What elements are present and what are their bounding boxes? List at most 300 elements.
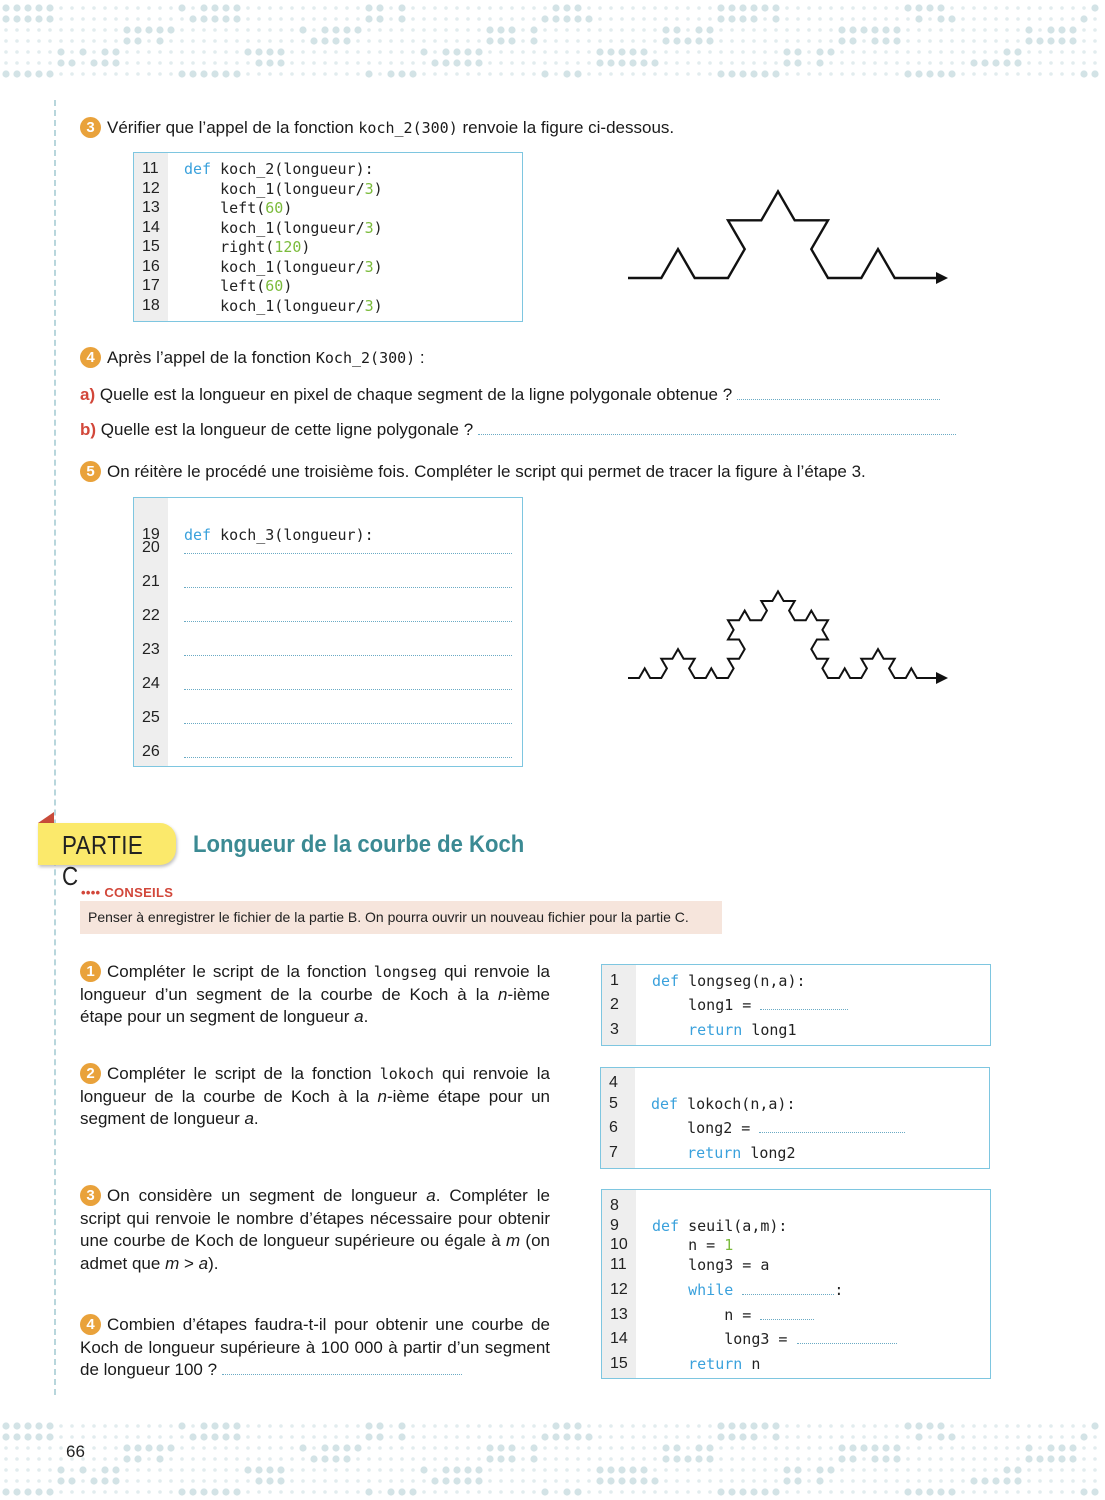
decorative-dot xyxy=(785,72,789,76)
decorative-dot xyxy=(79,48,86,55)
decorative-dot xyxy=(444,6,448,10)
decorative-dot xyxy=(26,1457,30,1461)
decorative-dot xyxy=(1080,15,1087,22)
decorative-dot xyxy=(1027,1479,1031,1483)
decorative-dot xyxy=(1005,39,1009,43)
decorative-dot xyxy=(708,50,712,54)
decorative-dot xyxy=(763,1479,767,1483)
decorative-dot xyxy=(145,26,152,33)
part-tab-flag xyxy=(38,812,54,823)
decorative-dot xyxy=(1058,26,1065,33)
decorative-dot xyxy=(1003,1466,1010,1473)
decorative-dot xyxy=(37,28,41,32)
decorative-dot xyxy=(818,39,822,43)
decorative-dot xyxy=(4,1457,8,1461)
decorative-dot xyxy=(290,1435,294,1439)
decorative-dot xyxy=(862,72,866,76)
decorative-dot xyxy=(816,1477,823,1484)
decorative-dot xyxy=(739,15,746,22)
answer-line-b4a[interactable] xyxy=(737,387,940,400)
decorative-dot xyxy=(15,1446,19,1450)
decorative-dot xyxy=(565,1468,569,1472)
code-blank-n-update[interactable] xyxy=(760,1307,814,1320)
decorative-dot xyxy=(279,28,283,32)
decorative-dot xyxy=(213,50,217,54)
decorative-dot xyxy=(334,1490,338,1494)
decorative-dot xyxy=(158,6,162,10)
koch-curve-step2 xyxy=(620,180,950,290)
decorative-dot xyxy=(961,17,965,21)
decorative-dot xyxy=(411,1468,415,1472)
decorative-dot xyxy=(101,59,108,66)
decorative-dot xyxy=(200,1433,207,1440)
decorative-dot xyxy=(763,61,767,65)
decorative-dot xyxy=(807,6,811,10)
decorative-dot xyxy=(950,1446,954,1450)
decorative-dot xyxy=(664,61,668,65)
decorative-dot xyxy=(112,1477,119,1484)
code-blank-line[interactable]: 24 xyxy=(134,674,522,694)
decorative-dot xyxy=(904,1488,911,1495)
decorative-dot xyxy=(728,1433,735,1440)
decorative-dot xyxy=(1049,50,1053,54)
decorative-dot xyxy=(400,28,404,32)
decorative-dot xyxy=(442,59,449,66)
decorative-dot xyxy=(169,50,173,54)
decorative-dot xyxy=(695,26,702,33)
code-blank-line[interactable]: 22 xyxy=(134,606,522,626)
decorative-dot xyxy=(59,72,63,76)
decorative-dot xyxy=(983,1424,987,1428)
decorative-dot xyxy=(246,6,250,10)
decorative-dot xyxy=(717,4,724,11)
decorative-dot xyxy=(1038,17,1042,21)
code-blank-line[interactable]: 20 xyxy=(134,538,522,558)
decorative-dot xyxy=(532,50,536,54)
decorative-dot xyxy=(147,1490,151,1494)
decorative-dot xyxy=(376,1422,383,1429)
decorative-dot xyxy=(609,1457,613,1461)
decorative-dot xyxy=(488,1468,492,1472)
decorative-dot xyxy=(378,28,382,32)
decorative-dot xyxy=(81,61,85,65)
decorative-dot xyxy=(829,1479,833,1483)
decorative-dot xyxy=(818,17,822,21)
decorative-dot xyxy=(552,1422,559,1429)
decorative-dot xyxy=(497,37,504,44)
decorative-dot xyxy=(477,1457,481,1461)
question-b5: 5 On réitère le procédé une troisième fois. Compléter le script qui permet de tracer la figure à l’étape 3. xyxy=(80,461,866,484)
decorative-dot xyxy=(794,48,801,55)
decorative-dot xyxy=(717,1488,724,1495)
decorative-dot xyxy=(664,1479,668,1483)
code-blank-while-condition[interactable] xyxy=(742,1282,834,1295)
decorative-dot xyxy=(862,6,866,10)
decorative-dot xyxy=(123,1455,130,1462)
decorative-dot xyxy=(235,39,239,43)
decorative-dot xyxy=(123,1444,130,1451)
decorative-dot xyxy=(1005,17,1009,21)
decorative-dot xyxy=(268,6,272,10)
decorative-dot xyxy=(334,50,338,54)
decorative-dot xyxy=(398,70,405,77)
decorative-dot xyxy=(728,15,735,22)
decorative-dot xyxy=(607,48,614,55)
decorative-dot xyxy=(422,61,426,65)
decorative-dot xyxy=(1069,1455,1076,1462)
decorative-dot xyxy=(24,1422,31,1429)
decorative-dot xyxy=(488,1479,492,1483)
decorative-dot xyxy=(972,1446,976,1450)
decorative-dot xyxy=(169,39,173,43)
decorative-dot xyxy=(774,1479,778,1483)
decorative-dot xyxy=(477,1435,481,1439)
decorative-dot xyxy=(1016,6,1020,10)
decorative-dot xyxy=(345,1424,349,1428)
decorative-dot xyxy=(323,1468,327,1472)
page-number: 66 xyxy=(66,1442,85,1461)
decorative-dot xyxy=(477,1446,481,1450)
decorative-dot xyxy=(961,1435,965,1439)
decorative-dot xyxy=(653,28,657,32)
decorative-dot xyxy=(565,28,569,32)
code-blank-long2[interactable] xyxy=(759,1120,905,1133)
decorative-dot xyxy=(1058,1444,1065,1451)
decorative-dot xyxy=(1071,1490,1075,1494)
decorative-dot xyxy=(134,1455,141,1462)
decorative-dot xyxy=(609,1435,613,1439)
decorative-dot xyxy=(191,61,195,65)
decorative-dot xyxy=(433,1446,437,1450)
decorative-dot xyxy=(389,1424,393,1428)
decorative-dot xyxy=(466,39,470,43)
decorative-dot xyxy=(400,50,404,54)
decorative-dot xyxy=(840,1468,844,1472)
decorative-dot xyxy=(312,50,316,54)
decorative-dot xyxy=(37,39,41,43)
decorative-dot xyxy=(378,1457,382,1461)
decorative-dot xyxy=(279,1446,283,1450)
code-block-seuil xyxy=(601,1189,991,1379)
decorative-dot xyxy=(37,1468,41,1472)
decorative-dot xyxy=(26,28,30,32)
decorative-dot xyxy=(917,1446,921,1450)
decorative-dot xyxy=(26,1468,30,1472)
decorative-dot xyxy=(466,17,470,21)
decorative-dot xyxy=(915,1422,922,1429)
decorative-dot xyxy=(246,1457,250,1461)
decorative-dot xyxy=(1016,1424,1020,1428)
decorative-dot xyxy=(818,1424,822,1428)
decorative-dot xyxy=(301,1468,305,1472)
decorative-dot xyxy=(235,50,239,54)
decorative-dot xyxy=(433,72,437,76)
decorative-dot xyxy=(576,39,580,43)
decorative-dot xyxy=(455,1435,459,1439)
decorative-dot xyxy=(642,1435,646,1439)
decorative-dot xyxy=(554,50,558,54)
decorative-dot xyxy=(387,1488,394,1495)
decorative-dot xyxy=(57,59,64,66)
decorative-dot xyxy=(983,6,987,10)
decorative-dot xyxy=(543,61,547,65)
decorative-dot xyxy=(114,72,118,76)
decorative-dot xyxy=(961,28,965,32)
decorative-dot xyxy=(444,72,448,76)
decorative-dot xyxy=(818,1490,822,1494)
decorative-dot xyxy=(422,1424,426,1428)
decorative-dot xyxy=(367,61,371,65)
decorative-dot xyxy=(323,61,327,65)
code-line: 4 xyxy=(609,1074,618,1091)
decorative-dot xyxy=(191,28,195,32)
decorative-dot xyxy=(706,37,713,44)
decorative-dot xyxy=(279,17,283,21)
decorative-dot xyxy=(686,1435,690,1439)
decorative-dot xyxy=(596,48,603,55)
code-blank-long3-update[interactable] xyxy=(797,1331,897,1344)
decorative-dot xyxy=(268,1424,272,1428)
decorative-dot xyxy=(882,26,889,33)
decorative-dot xyxy=(961,61,965,65)
decorative-dot xyxy=(400,1457,404,1461)
decorative-dot xyxy=(915,15,922,22)
decorative-dot xyxy=(488,1435,492,1439)
conseils-label: •••• CONSEILS xyxy=(81,885,174,900)
decorative-dot xyxy=(895,61,899,65)
decorative-dot xyxy=(15,39,19,43)
decorative-dot xyxy=(398,15,405,22)
decorative-dot xyxy=(46,1422,53,1429)
code-line: 16 koch_1(longueur/3) xyxy=(142,257,383,276)
decorative-dot xyxy=(939,1446,943,1450)
decorative-dot xyxy=(59,28,63,32)
decorative-dot xyxy=(618,48,625,55)
decorative-dot xyxy=(807,17,811,21)
decorative-dot xyxy=(46,1433,53,1440)
decorative-dot xyxy=(1036,37,1043,44)
decorative-dot xyxy=(937,15,944,22)
decorative-dot xyxy=(950,6,954,10)
decorative-dot xyxy=(169,72,173,76)
decorative-dot xyxy=(24,4,31,11)
decorative-dot xyxy=(829,17,833,21)
part-c-title: Longueur de la courbe de Koch xyxy=(193,831,525,858)
decorative-dot xyxy=(1047,1444,1054,1451)
decorative-dot xyxy=(983,50,987,54)
decorative-dot xyxy=(1082,28,1086,32)
decorative-dot xyxy=(81,39,85,43)
decorative-dot xyxy=(1005,1424,1009,1428)
decorative-dot xyxy=(1038,1468,1042,1472)
code-blank-line[interactable]: 21 xyxy=(134,572,522,592)
decorative-dot xyxy=(499,1468,503,1472)
decorative-dot xyxy=(499,72,503,76)
decorative-dot xyxy=(719,28,723,32)
decorative-dot xyxy=(499,1424,503,1428)
decorative-dot xyxy=(15,1457,19,1461)
decorative-dot xyxy=(224,61,228,65)
decorative-dot xyxy=(499,50,503,54)
decorative-dot xyxy=(783,1477,790,1484)
code-blank-line[interactable]: 26 xyxy=(134,742,522,762)
decorative-dot xyxy=(840,1424,844,1428)
decorative-dot xyxy=(994,1446,998,1450)
decorative-dot xyxy=(510,17,514,21)
code-blank-line[interactable]: 25 xyxy=(134,708,522,728)
decorative-dot xyxy=(246,61,250,65)
decorative-dot xyxy=(532,1424,536,1428)
decorative-dot xyxy=(576,1446,580,1450)
decorative-dot xyxy=(244,48,251,55)
decorative-dot xyxy=(851,72,855,76)
decorative-dot xyxy=(521,1468,525,1472)
decorative-dot xyxy=(840,1490,844,1494)
decorative-dot xyxy=(917,28,921,32)
decorative-dot xyxy=(233,1488,240,1495)
decorative-dot xyxy=(532,1479,536,1483)
decorative-dot xyxy=(796,1435,800,1439)
decorative-dot xyxy=(631,1446,635,1450)
decorative-dot xyxy=(741,61,745,65)
decorative-dot xyxy=(268,72,272,76)
decorative-dot xyxy=(796,1424,800,1428)
answer-line-c4[interactable] xyxy=(222,1362,462,1375)
decorative-dot xyxy=(356,1457,360,1461)
decorative-dot xyxy=(948,70,955,77)
decorative-dot xyxy=(114,1490,118,1494)
answer-line-b4b[interactable] xyxy=(478,422,956,435)
decorative-dot xyxy=(629,48,636,55)
decorative-dot xyxy=(323,1490,327,1494)
decorative-dot xyxy=(4,1468,8,1472)
decorative-dot xyxy=(114,28,118,32)
decorative-dot xyxy=(719,39,723,43)
code-block-koch3 xyxy=(133,497,523,767)
decorative-dot xyxy=(818,28,822,32)
decorative-dot xyxy=(730,1468,734,1472)
decorative-dot xyxy=(563,70,570,77)
decorative-dot xyxy=(409,1488,416,1495)
decorative-dot xyxy=(367,1446,371,1450)
decorative-dot xyxy=(664,17,668,21)
decorative-dot xyxy=(400,39,404,43)
decorative-dot xyxy=(35,1422,42,1429)
decorative-dot xyxy=(697,50,701,54)
decorative-dot xyxy=(257,1446,261,1450)
decorative-dot xyxy=(915,1433,922,1440)
decorative-dot xyxy=(1038,50,1042,54)
decorative-dot xyxy=(939,1468,943,1472)
code-blank-long1[interactable] xyxy=(760,997,848,1010)
decorative-dot xyxy=(620,6,624,10)
decorative-dot xyxy=(411,28,415,32)
decorative-dot xyxy=(475,1466,482,1473)
decorative-dot xyxy=(928,39,932,43)
decorative-dot xyxy=(191,1424,195,1428)
decorative-dot xyxy=(35,70,42,77)
decorative-dot xyxy=(200,70,207,77)
decorative-dot xyxy=(1091,70,1098,77)
decorative-dot xyxy=(356,6,360,10)
decorative-dot xyxy=(1093,17,1097,21)
decorative-dot xyxy=(917,1457,921,1461)
decorative-dot xyxy=(180,50,184,54)
decorative-dot xyxy=(268,17,272,21)
decorative-dot xyxy=(378,72,382,76)
decorative-dot xyxy=(939,50,943,54)
decorative-dot xyxy=(411,61,415,65)
decorative-dot xyxy=(904,70,911,77)
decorative-dot xyxy=(35,1488,42,1495)
decorative-dot xyxy=(750,1433,757,1440)
decorative-dot xyxy=(46,70,53,77)
decorative-dot xyxy=(1093,61,1097,65)
decorative-dot xyxy=(191,1446,195,1450)
decorative-dot xyxy=(345,17,349,21)
decorative-dot xyxy=(268,1490,272,1494)
decorative-dot xyxy=(365,15,372,22)
decorative-dot xyxy=(1016,1446,1020,1450)
decorative-dot xyxy=(686,1490,690,1494)
decorative-dot xyxy=(675,1490,679,1494)
decorative-dot xyxy=(576,1457,580,1461)
decorative-dot xyxy=(642,1490,646,1494)
decorative-dot xyxy=(488,1424,492,1428)
decorative-dot xyxy=(70,1490,74,1494)
decorative-dot xyxy=(13,1488,20,1495)
decorative-dot xyxy=(4,39,8,43)
decorative-dot xyxy=(257,28,261,32)
decorative-dot xyxy=(640,1477,647,1484)
decorative-dot xyxy=(2,4,9,11)
decorative-dot xyxy=(312,1468,316,1472)
decorative-dot xyxy=(763,39,767,43)
decorative-dot xyxy=(101,48,108,55)
decorative-dot xyxy=(488,72,492,76)
decorative-dot xyxy=(873,72,877,76)
decorative-dot xyxy=(147,1435,151,1439)
decorative-dot xyxy=(653,72,657,76)
decorative-dot xyxy=(134,1444,141,1451)
decorative-dot xyxy=(411,1446,415,1450)
question-number-badge: 4 xyxy=(80,347,101,368)
decorative-dot xyxy=(444,1490,448,1494)
decorative-dot xyxy=(103,39,107,43)
decorative-dot xyxy=(167,26,174,33)
decorative-dot xyxy=(741,1468,745,1472)
decorative-dot xyxy=(46,4,53,11)
decorative-dot xyxy=(15,50,19,54)
decorative-dot xyxy=(961,1468,965,1472)
decorative-dot xyxy=(158,1435,162,1439)
decorative-dot xyxy=(431,59,438,66)
decorative-dot xyxy=(125,61,129,65)
decorative-dot xyxy=(290,1490,294,1494)
decorative-dot xyxy=(92,28,96,32)
code-blank-line[interactable]: 23 xyxy=(134,640,522,660)
decorative-dot xyxy=(345,1435,349,1439)
decorative-dot xyxy=(948,15,955,22)
decorative-dot xyxy=(277,1477,284,1484)
decorative-dot xyxy=(554,28,558,32)
decorative-dot xyxy=(838,37,845,44)
decorative-dot xyxy=(134,26,141,33)
decorative-dot xyxy=(103,1446,107,1450)
decorative-dot xyxy=(926,70,933,77)
decorative-dot xyxy=(356,1479,360,1483)
decorative-dot xyxy=(763,17,767,21)
